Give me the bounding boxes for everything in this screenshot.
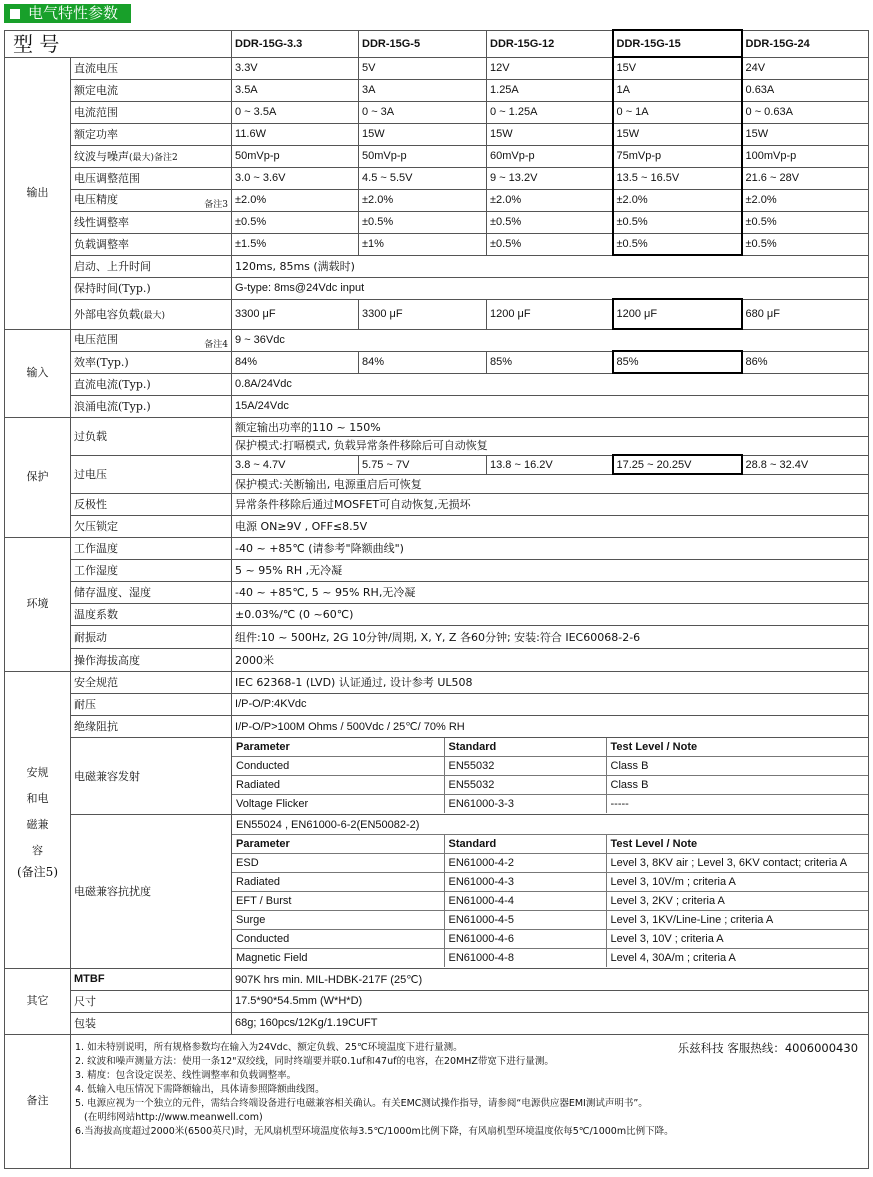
emc-emission-cell: [232, 737, 869, 814]
value-cell: ±0.03%/℃ (0 ~60℃): [232, 603, 869, 625]
item-line-reg: 线性调整率: [71, 211, 232, 233]
value-cell: 0.8A/24Vdc: [232, 373, 869, 395]
value-cell: 1200 μF: [613, 299, 742, 329]
immunity-cell: Level 3, 1KV/Line-Line ; criteria A: [606, 910, 868, 929]
ripple-max: (最大): [129, 153, 155, 163]
value-cell: 15W: [487, 123, 613, 145]
item-voltage-adj: 电压调整范围: [71, 167, 232, 189]
value-cell: 12V: [487, 57, 613, 79]
value-cell: 50mVp-p: [232, 145, 359, 167]
value-cell: 5.75 ~ 7V: [359, 455, 487, 474]
value-cell: 0 ~ 3.5A: [232, 101, 359, 123]
immunity-cell: Radiated: [232, 872, 444, 891]
category-input: 输入: [5, 329, 71, 417]
value-cell: 50mVp-p: [359, 145, 487, 167]
value-cell: ±2.0%: [487, 189, 613, 211]
value-cell: 0.63A: [742, 79, 869, 101]
value-cell: ±2.0%: [742, 189, 869, 211]
immunity-cell: EN61000-4-3: [444, 872, 606, 891]
item-setup-time: 启动、上升时间: [71, 255, 232, 277]
item-working-humidity: 工作湿度: [71, 559, 232, 581]
value-cell: 85%: [487, 351, 613, 373]
value-cell: 60mVp-p: [487, 145, 613, 167]
value-cell: ±0.5%: [487, 211, 613, 233]
value-cell: 84%: [232, 351, 359, 373]
safety-cat-line2: 和电: [26, 791, 49, 805]
value-cell: 3.8 ~ 4.7V: [232, 455, 359, 474]
item-dimension: 尺寸: [71, 990, 232, 1012]
note-line: 3. 精度：包含设定误差、线性调整率和负载调整率。: [75, 1069, 297, 1081]
value-cell: ±1.5%: [232, 233, 359, 255]
value-cell: I/P-O/P:4KVdc: [232, 693, 869, 715]
category-others: 其它: [5, 968, 71, 1034]
emission-cell: Class B: [606, 757, 868, 776]
value-cell: 120ms, 85ms (满载时): [232, 255, 869, 277]
value-cell: 24V: [742, 57, 869, 79]
model-1: DDR-15G-3.3: [232, 30, 359, 57]
model-2: DDR-15G-5: [359, 30, 487, 57]
category-safety: [5, 671, 71, 968]
value-cell: 100mVp-p: [742, 145, 869, 167]
immunity-standard: EN55024 , EN61000-6-2(EN50082-2): [232, 816, 868, 835]
value-cell: 17.5*90*54.5mm (W*H*D): [232, 990, 869, 1012]
value-cell: 3.5A: [232, 79, 359, 101]
item-storage: 储存温度、湿度: [71, 581, 232, 603]
notes-cell: [71, 1034, 869, 1168]
model-label: 型 号: [5, 30, 232, 57]
item-altitude: 操作海拔高度: [71, 648, 232, 671]
item-inrush: 浪涌电流(Typ.): [71, 395, 232, 417]
value-cell: 86%: [742, 351, 869, 373]
category-notes: 备注: [5, 1034, 71, 1168]
value-cell: 2000米: [232, 648, 869, 671]
category-protection: 保护: [5, 417, 71, 537]
emission-cell: Radiated: [232, 776, 444, 795]
item-ripple: [71, 145, 232, 167]
immunity-cell: ESD: [232, 853, 444, 872]
immunity-cell: EFT / Burst: [232, 891, 444, 910]
emission-cell: -----: [610, 798, 629, 810]
value-cell: 68g; 160pcs/12Kg/1.19CUFT: [232, 1012, 869, 1034]
immunity-cell: EN61000-4-6: [444, 929, 606, 948]
value-cell: 0 ~ 1.25A: [487, 101, 613, 123]
safety-cat-line4: 容: [32, 843, 43, 857]
safety-cat-note: (备注5): [17, 864, 58, 879]
value-cell: 异常条件移除后通过MOSFET可自动恢复,无损坏: [232, 493, 869, 515]
item-hold-time: 保持时间(Typ.): [71, 277, 232, 299]
value-cell: 15W: [742, 123, 869, 145]
emc-emission-table: [232, 738, 868, 813]
value-cell: -40 ~ +85℃ (请参考"降额曲线"): [232, 537, 869, 559]
value-cell: ±0.5%: [742, 233, 869, 255]
input-range-label: 电压范围: [74, 332, 118, 346]
item-rated-power: 额定功率: [71, 123, 232, 145]
value-cell: 组件:10 ~ 500Hz, 2G 10分钟/周期, X, Y, Z 各60分钟; 安装:符合 IEC60068-2-6: [232, 625, 869, 648]
value-cell: 84%: [359, 351, 487, 373]
ripple-label: 纹波与噪声: [74, 150, 129, 163]
immunity-header: Standard: [444, 834, 606, 853]
value-cell: 0 ~ 0.63A: [742, 101, 869, 123]
value-cell: ±0.5%: [359, 211, 487, 233]
note-line: 6.当海拔高度超过2000米(6500英尺)时，无风扇机型环境温度依每3.5℃/1000m比例下降，有风扇机型环境温度依每5℃/1000m比例下降。: [75, 1125, 674, 1137]
model-4: DDR-15G-15: [613, 30, 742, 57]
emission-cell: Conducted: [232, 757, 444, 776]
value-cell: ±1%: [359, 233, 487, 255]
value-cell: 保护模式:打嗝模式, 负载异常条件移除后可自动恢复: [232, 436, 869, 455]
emc-immunity-table: [232, 816, 868, 967]
immunity-cell: Level 3, 8KV air ; Level 3, 6KV contact; criteria A: [606, 853, 868, 872]
voltage-tol-note: 备注3: [204, 199, 229, 210]
immunity-cell: Magnetic Field: [232, 948, 444, 967]
immunity-cell: Conducted: [232, 929, 444, 948]
section-title: 电气特性参数: [28, 5, 119, 22]
value-cell: 5V: [359, 57, 487, 79]
immunity-cell: EN61000-4-4: [444, 891, 606, 910]
immunity-cell: Surge: [232, 910, 444, 929]
value-cell: 3A: [359, 79, 487, 101]
item-rated-current: 额定电流: [71, 79, 232, 101]
emission-header: Test Level / Note: [606, 738, 868, 757]
value-cell: I/P-O/P>100M Ohms / 500Vdc / 25℃/ 70% RH: [232, 715, 869, 737]
value-cell: -40 ~ +85℃, 5 ~ 95% RH,无冷凝: [232, 581, 869, 603]
note-line: (在明纬网站http://www.meanwell.com): [75, 1111, 263, 1123]
value-cell: 680 μF: [742, 299, 869, 329]
value-cell: 4.5 ~ 5.5V: [359, 167, 487, 189]
item-dc-current: 直流电流(Typ.): [71, 373, 232, 395]
immunity-cell: Level 3, 10V ; criteria A: [606, 929, 868, 948]
item-emc-emission: 电磁兼容发射: [71, 737, 232, 814]
emission-header: Parameter: [232, 738, 444, 757]
input-range-note: 备注4: [204, 339, 229, 350]
note-line: 1. 如未特别说明，所有规格参数均在输入为24Vdc、额定负载、25℃环境温度下进行量测。: [75, 1041, 463, 1053]
safety-cat-line3: 磁兼: [26, 817, 49, 831]
value-cell: 9 ~ 13.2V: [487, 167, 613, 189]
item-uvlo: 欠压锁定: [71, 515, 232, 537]
value-cell: ±0.5%: [613, 211, 742, 233]
value-cell: 保护模式:关断输出, 电源重启后可恢复: [232, 474, 869, 493]
value-cell: 0 ~ 1A: [613, 101, 742, 123]
immunity-header: Test Level / Note: [606, 834, 868, 853]
value-cell: ±0.5%: [487, 233, 613, 255]
emission-cell: EN55032: [444, 757, 606, 776]
value-cell: 1200 μF: [487, 299, 613, 329]
emission-header: Standard: [444, 738, 606, 757]
service-hotline: 乐兹科技 客服热线：4006000430: [677, 1040, 859, 1055]
item-emc-immunity: 电磁兼容抗扰度: [71, 814, 232, 968]
value-cell: 5 ~ 95% RH ,无冷凝: [232, 559, 869, 581]
value-cell: ±0.5%: [613, 233, 742, 255]
value-cell: 85%: [613, 351, 742, 373]
item-load-reg: 负载调整率: [71, 233, 232, 255]
item-efficiency: 效率(Typ.): [71, 351, 232, 373]
value-cell: 15A/24Vdc: [232, 395, 869, 417]
value-cell: IEC 62368-1 (LVD) 认证通过, 设计参考 UL508: [232, 671, 869, 693]
value-cell: 3.0 ~ 3.6V: [232, 167, 359, 189]
value-cell: 3.3V: [232, 57, 359, 79]
category-environment: 环境: [5, 537, 71, 671]
item-voltage-tol: [71, 189, 232, 211]
value-cell: ±2.0%: [359, 189, 487, 211]
item-temp-coef: 温度系数: [71, 603, 232, 625]
item-cap-load: [71, 299, 232, 329]
value-cell: 1A: [613, 79, 742, 101]
value-cell: 907K hrs min. MIL-HDBK-217F (25℃): [232, 968, 869, 990]
item-reverse: 反极性: [71, 493, 232, 515]
value-cell: 15W: [613, 123, 742, 145]
item-current-range: 电流范围: [71, 101, 232, 123]
item-vibration: 耐振动: [71, 625, 232, 648]
value-cell: 9 ~ 36Vdc: [232, 329, 869, 351]
emission-cell: EN61000-3-3: [444, 795, 606, 814]
value-cell: 75mVp-p: [613, 145, 742, 167]
note-line: 4. 低输入电压情况下需降额输出，具体请参照降额曲线图。: [75, 1083, 325, 1095]
item-overvoltage: 过电压: [71, 455, 232, 493]
immunity-cell: EN61000-4-5: [444, 910, 606, 929]
value-cell: 21.6 ~ 28V: [742, 167, 869, 189]
item-mtbf: MTBF: [71, 968, 232, 990]
emission-cell: EN55032: [444, 776, 606, 795]
emission-cell: Class B: [606, 776, 868, 795]
cap-load-label: 外部电容负载: [74, 308, 140, 321]
note-line: 2. 纹波和噪声测量方法：使用一条12"双绞线，同时终端要并联0.1uf和47uf的电容，在20MHZ带宽下进行量测。: [75, 1055, 554, 1067]
emc-immunity-cell: [232, 814, 869, 968]
value-cell: ±0.5%: [742, 211, 869, 233]
value-cell: 3300 μF: [232, 299, 359, 329]
value-cell: ±2.0%: [232, 189, 359, 211]
note-line: 5. 电源应视为一个独立的元件，需结合终端设备进行电磁兼容相关确认。有关EMC测试操作指导，请参阅“电源供应器EMI测试声明书”。: [75, 1097, 648, 1109]
immunity-header: Parameter: [232, 834, 444, 853]
model-5: DDR-15G-24: [742, 30, 869, 57]
safety-cat-line1: 安规: [26, 765, 49, 779]
value-cell: 1.25A: [487, 79, 613, 101]
ripple-note: 备注2: [154, 153, 178, 163]
value-cell: 17.25 ~ 20.25V: [613, 455, 742, 474]
category-output: 输出: [5, 57, 71, 329]
value-cell: 15V: [613, 57, 742, 79]
voltage-tol-label: 电压精度: [74, 192, 118, 206]
value-cell: 额定输出功率的110 ~ 150%: [232, 417, 869, 436]
item-withstand: 耐压: [71, 693, 232, 715]
cap-load-max: (最大): [140, 311, 166, 321]
value-cell: G-type: 8ms@24Vdc input: [232, 277, 869, 299]
value-cell: 电源 ON≥9V , OFF≤8.5V: [232, 515, 869, 537]
value-cell: 0 ~ 3A: [359, 101, 487, 123]
value-cell: 15W: [359, 123, 487, 145]
value-cell: 3300 μF: [359, 299, 487, 329]
value-cell: 13.5 ~ 16.5V: [613, 167, 742, 189]
model-3: DDR-15G-12: [487, 30, 613, 57]
item-overload: 过负载: [71, 417, 232, 455]
square-icon: [10, 9, 20, 19]
spec-table: [4, 29, 869, 1169]
item-input-range: [71, 329, 232, 351]
item-packing: 包装: [71, 1012, 232, 1034]
value-cell: 28.8 ~ 32.4V: [742, 455, 869, 474]
emission-cell: Voltage Flicker: [232, 795, 444, 814]
value-cell: 11.6W: [232, 123, 359, 145]
item-working-temp: 工作温度: [71, 537, 232, 559]
value-cell: ±2.0%: [613, 189, 742, 211]
immunity-cell: Level 4, 30A/m ; criteria A: [610, 951, 736, 964]
value-cell: ±0.5%: [232, 211, 359, 233]
item-safety-standards: 安全规范: [71, 671, 232, 693]
item-dc-voltage: 直流电压: [71, 57, 232, 79]
immunity-cell: Level 3, 10V/m ; criteria A: [606, 872, 868, 891]
value-cell: 13.8 ~ 16.2V: [487, 455, 613, 474]
item-isolation: 绝缘阻抗: [71, 715, 232, 737]
immunity-cell: EN61000-4-8: [444, 948, 606, 967]
immunity-cell: EN61000-4-2: [444, 853, 606, 872]
immunity-cell: Level 3, 2KV ; criteria A: [606, 891, 868, 910]
section-header: [4, 4, 131, 23]
